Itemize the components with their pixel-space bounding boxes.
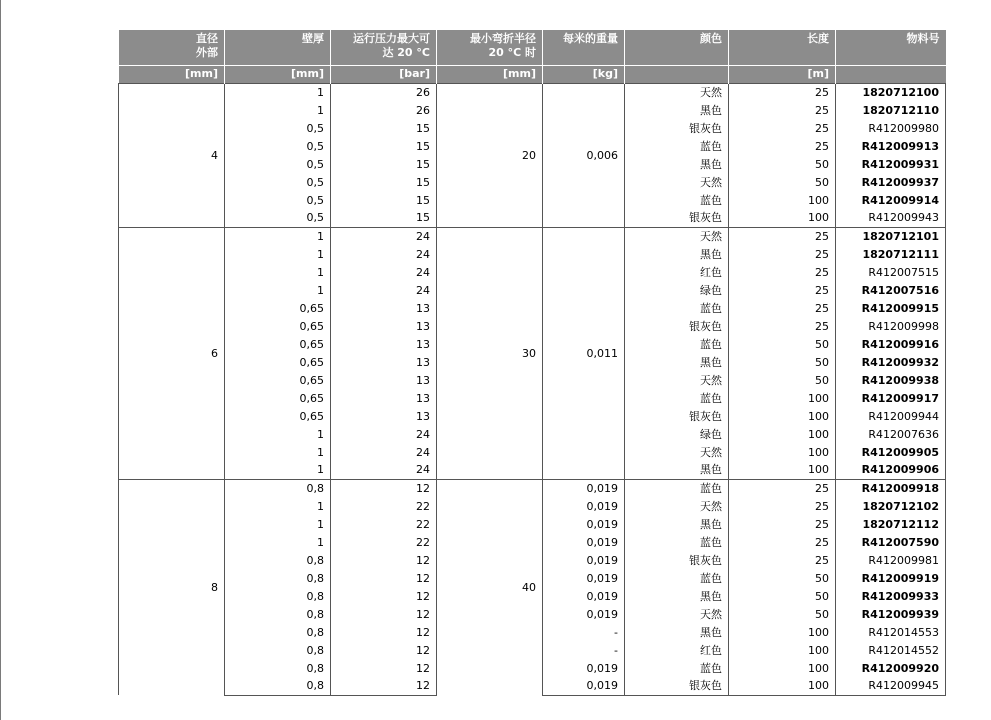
column-header: 壁厚	[225, 30, 331, 65]
color-cell: 天然	[625, 497, 729, 515]
pressure-cell: 12	[331, 569, 437, 587]
pressure-cell: 24	[331, 263, 437, 281]
color-cell: 天然	[625, 371, 729, 389]
color-cell: 蓝色	[625, 299, 729, 317]
part-number-cell: R412014552	[836, 641, 946, 659]
color-cell: 银灰色	[625, 407, 729, 425]
pressure-cell: 26	[331, 83, 437, 101]
length-cell: 25	[729, 245, 836, 263]
part-number-cell: R412007636	[836, 425, 946, 443]
pressure-cell: 24	[331, 281, 437, 299]
color-cell: 银灰色	[625, 551, 729, 569]
color-cell: 蓝色	[625, 191, 729, 209]
weight-cell: 0,011	[543, 227, 625, 479]
wall-thickness-cell: 0,8	[225, 641, 331, 659]
wall-thickness-cell: 0,8	[225, 479, 331, 497]
length-cell: 100	[729, 389, 836, 407]
part-number-cell: R412009933	[836, 587, 946, 605]
wall-thickness-cell: 0,8	[225, 623, 331, 641]
color-cell: 红色	[625, 641, 729, 659]
part-number-cell: R412009915	[836, 299, 946, 317]
wall-thickness-cell: 1	[225, 425, 331, 443]
color-cell: 银灰色	[625, 209, 729, 227]
color-cell: 蓝色	[625, 479, 729, 497]
wall-thickness-cell: 0,65	[225, 353, 331, 371]
pressure-cell: 15	[331, 173, 437, 191]
table-row	[119, 83, 946, 101]
wall-thickness-cell: 0,5	[225, 137, 331, 155]
tubing-spec-table	[118, 30, 946, 696]
column-unit: [mm]	[225, 65, 331, 83]
pressure-cell: 12	[331, 677, 437, 695]
pressure-cell: 24	[331, 245, 437, 263]
color-cell: 蓝色	[625, 389, 729, 407]
wall-thickness-cell: 0,8	[225, 659, 331, 677]
part-number-cell: R412014553	[836, 623, 946, 641]
color-cell: 黑色	[625, 461, 729, 479]
pressure-cell: 13	[331, 353, 437, 371]
weight-cell: -	[543, 623, 625, 641]
pressure-cell: 13	[331, 371, 437, 389]
color-cell: 黑色	[625, 353, 729, 371]
length-cell: 25	[729, 137, 836, 155]
pressure-cell: 15	[331, 137, 437, 155]
wall-thickness-cell: 0,5	[225, 209, 331, 227]
weight-cell: 0,006	[543, 83, 625, 227]
color-cell: 黑色	[625, 515, 729, 533]
weight-cell: 0,019	[543, 533, 625, 551]
color-cell: 银灰色	[625, 119, 729, 137]
length-cell: 50	[729, 155, 836, 173]
wall-thickness-cell: 0,8	[225, 551, 331, 569]
part-number-cell: R412009919	[836, 569, 946, 587]
length-cell: 25	[729, 551, 836, 569]
wall-thickness-cell: 0,8	[225, 605, 331, 623]
part-number-cell: R412009906	[836, 461, 946, 479]
table-header	[119, 30, 946, 83]
length-cell: 25	[729, 515, 836, 533]
pressure-cell: 24	[331, 443, 437, 461]
part-number-cell: R412009980	[836, 119, 946, 137]
part-number-cell: R412007590	[836, 533, 946, 551]
wall-thickness-cell: 1	[225, 461, 331, 479]
length-cell: 25	[729, 119, 836, 137]
column-header: 颜色	[625, 30, 729, 65]
outer-diameter-cell: 8	[119, 479, 225, 695]
pressure-cell: 15	[331, 209, 437, 227]
color-cell: 蓝色	[625, 533, 729, 551]
wall-thickness-cell: 1	[225, 227, 331, 245]
length-cell: 100	[729, 425, 836, 443]
wall-thickness-cell: 1	[225, 83, 331, 101]
wall-thickness-cell: 1	[225, 101, 331, 119]
wall-thickness-cell: 1	[225, 281, 331, 299]
part-number-cell: 1820712110	[836, 101, 946, 119]
color-cell: 黑色	[625, 101, 729, 119]
color-cell: 蓝色	[625, 569, 729, 587]
weight-cell: 0,019	[543, 587, 625, 605]
pressure-cell: 12	[331, 659, 437, 677]
wall-thickness-cell: 0,8	[225, 569, 331, 587]
length-cell: 100	[729, 443, 836, 461]
part-number-cell: R412009939	[836, 605, 946, 623]
color-cell: 天然	[625, 83, 729, 101]
part-number-cell: 1820712111	[836, 245, 946, 263]
outer-diameter-cell: 6	[119, 227, 225, 479]
pressure-cell: 12	[331, 479, 437, 497]
wall-thickness-cell: 0,65	[225, 335, 331, 353]
length-cell: 25	[729, 533, 836, 551]
pressure-cell: 26	[331, 101, 437, 119]
color-cell: 银灰色	[625, 677, 729, 695]
pressure-cell: 22	[331, 497, 437, 515]
length-cell: 100	[729, 623, 836, 641]
color-cell: 黑色	[625, 587, 729, 605]
length-cell: 50	[729, 353, 836, 371]
column-header: 物料号	[836, 30, 946, 65]
color-cell: 红色	[625, 263, 729, 281]
part-number-cell: R412007515	[836, 263, 946, 281]
part-number-cell: R412009937	[836, 173, 946, 191]
length-cell: 50	[729, 605, 836, 623]
wall-thickness-cell: 0,8	[225, 677, 331, 695]
column-unit: [mm]	[437, 65, 543, 83]
column-header: 直径 外部	[119, 30, 225, 65]
pressure-cell: 15	[331, 191, 437, 209]
pressure-cell: 12	[331, 587, 437, 605]
pressure-cell: 22	[331, 533, 437, 551]
color-cell: 蓝色	[625, 335, 729, 353]
length-cell: 25	[729, 263, 836, 281]
length-cell: 25	[729, 101, 836, 119]
pressure-cell: 12	[331, 551, 437, 569]
wall-thickness-cell: 0,5	[225, 173, 331, 191]
part-number-cell: R412009981	[836, 551, 946, 569]
wall-thickness-cell: 0,65	[225, 371, 331, 389]
column-unit: [m]	[729, 65, 836, 83]
length-cell: 25	[729, 83, 836, 101]
pressure-cell: 13	[331, 299, 437, 317]
table-row	[119, 227, 946, 245]
length-cell: 50	[729, 335, 836, 353]
part-number-cell: R412007516	[836, 281, 946, 299]
length-cell: 100	[729, 461, 836, 479]
header-title-row	[119, 30, 946, 65]
part-number-cell: R412009914	[836, 191, 946, 209]
wall-thickness-cell: 1	[225, 443, 331, 461]
part-number-cell: R412009917	[836, 389, 946, 407]
length-cell: 100	[729, 659, 836, 677]
column-unit: [bar]	[331, 65, 437, 83]
weight-cell: 0,019	[543, 497, 625, 515]
weight-cell: 0,019	[543, 551, 625, 569]
bend-radius-cell: 40	[437, 479, 543, 695]
color-cell: 天然	[625, 443, 729, 461]
length-cell: 50	[729, 587, 836, 605]
column-header: 运行压力最大可 达 20 °C	[331, 30, 437, 65]
wall-thickness-cell: 0,65	[225, 389, 331, 407]
bend-radius-cell: 20	[437, 83, 543, 227]
pressure-cell: 12	[331, 605, 437, 623]
pressure-cell: 12	[331, 641, 437, 659]
pressure-cell: 13	[331, 407, 437, 425]
color-cell: 黑色	[625, 155, 729, 173]
part-number-cell: R412009938	[836, 371, 946, 389]
weight-cell: 0,019	[543, 605, 625, 623]
pressure-cell: 13	[331, 335, 437, 353]
color-cell: 蓝色	[625, 137, 729, 155]
column-unit: [kg]	[543, 65, 625, 83]
pressure-cell: 24	[331, 461, 437, 479]
outer-diameter-cell: 4	[119, 83, 225, 227]
part-number-cell: R412009916	[836, 335, 946, 353]
bend-radius-cell: 30	[437, 227, 543, 479]
color-cell: 天然	[625, 227, 729, 245]
weight-cell: 0,019	[543, 677, 625, 695]
weight-cell: 0,019	[543, 515, 625, 533]
length-cell: 50	[729, 569, 836, 587]
part-number-cell: R412009944	[836, 407, 946, 425]
length-cell: 25	[729, 317, 836, 335]
part-number-cell: R412009998	[836, 317, 946, 335]
weight-cell: -	[543, 641, 625, 659]
part-number-cell: 1820712102	[836, 497, 946, 515]
length-cell: 100	[729, 641, 836, 659]
color-cell: 黑色	[625, 245, 729, 263]
part-number-cell: 1820712112	[836, 515, 946, 533]
wall-thickness-cell: 0,65	[225, 407, 331, 425]
length-cell: 25	[729, 479, 836, 497]
wall-thickness-cell: 1	[225, 533, 331, 551]
pressure-cell: 12	[331, 623, 437, 641]
length-cell: 100	[729, 209, 836, 227]
column-unit	[836, 65, 946, 83]
part-number-cell: R412009943	[836, 209, 946, 227]
column-unit	[625, 65, 729, 83]
column-header: 每米的重量	[543, 30, 625, 65]
part-number-cell: R412009932	[836, 353, 946, 371]
length-cell: 25	[729, 281, 836, 299]
pressure-cell: 24	[331, 425, 437, 443]
part-number-cell: R412009918	[836, 479, 946, 497]
wall-thickness-cell: 1	[225, 497, 331, 515]
weight-cell: 0,019	[543, 479, 625, 497]
wall-thickness-cell: 1	[225, 245, 331, 263]
weight-cell: 0,019	[543, 659, 625, 677]
length-cell: 50	[729, 371, 836, 389]
wall-thickness-cell: 0,65	[225, 299, 331, 317]
length-cell: 100	[729, 191, 836, 209]
wall-thickness-cell: 0,5	[225, 155, 331, 173]
color-cell: 绿色	[625, 281, 729, 299]
column-header: 长度	[729, 30, 836, 65]
wall-thickness-cell: 0,5	[225, 119, 331, 137]
part-number-cell: R412009931	[836, 155, 946, 173]
color-cell: 黑色	[625, 623, 729, 641]
pressure-cell: 15	[331, 155, 437, 173]
pressure-cell: 15	[331, 119, 437, 137]
header-unit-row	[119, 65, 946, 83]
wall-thickness-cell: 0,65	[225, 317, 331, 335]
pressure-cell: 13	[331, 317, 437, 335]
weight-cell: 0,019	[543, 569, 625, 587]
wall-thickness-cell: 0,5	[225, 191, 331, 209]
length-cell: 25	[729, 227, 836, 245]
wall-thickness-cell: 1	[225, 515, 331, 533]
pressure-cell: 22	[331, 515, 437, 533]
wall-thickness-cell: 1	[225, 263, 331, 281]
part-number-cell: R412009920	[836, 659, 946, 677]
part-number-cell: 1820712100	[836, 83, 946, 101]
column-unit: [mm]	[119, 65, 225, 83]
column-header: 最小弯折半径 20 °C 时	[437, 30, 543, 65]
part-number-cell: R412009905	[836, 443, 946, 461]
pressure-cell: 24	[331, 227, 437, 245]
color-cell: 蓝色	[625, 659, 729, 677]
length-cell: 50	[729, 173, 836, 191]
color-cell: 天然	[625, 173, 729, 191]
color-cell: 银灰色	[625, 317, 729, 335]
part-number-cell: 1820712101	[836, 227, 946, 245]
table-row	[119, 479, 946, 497]
wall-thickness-cell: 0,8	[225, 587, 331, 605]
length-cell: 100	[729, 677, 836, 695]
table-body	[119, 83, 946, 695]
pressure-cell: 13	[331, 389, 437, 407]
length-cell: 25	[729, 497, 836, 515]
color-cell: 天然	[625, 605, 729, 623]
part-number-cell: R412009913	[836, 137, 946, 155]
length-cell: 25	[729, 299, 836, 317]
length-cell: 100	[729, 407, 836, 425]
color-cell: 绿色	[625, 425, 729, 443]
page-border-line	[0, 0, 1, 720]
part-number-cell: R412009945	[836, 677, 946, 695]
